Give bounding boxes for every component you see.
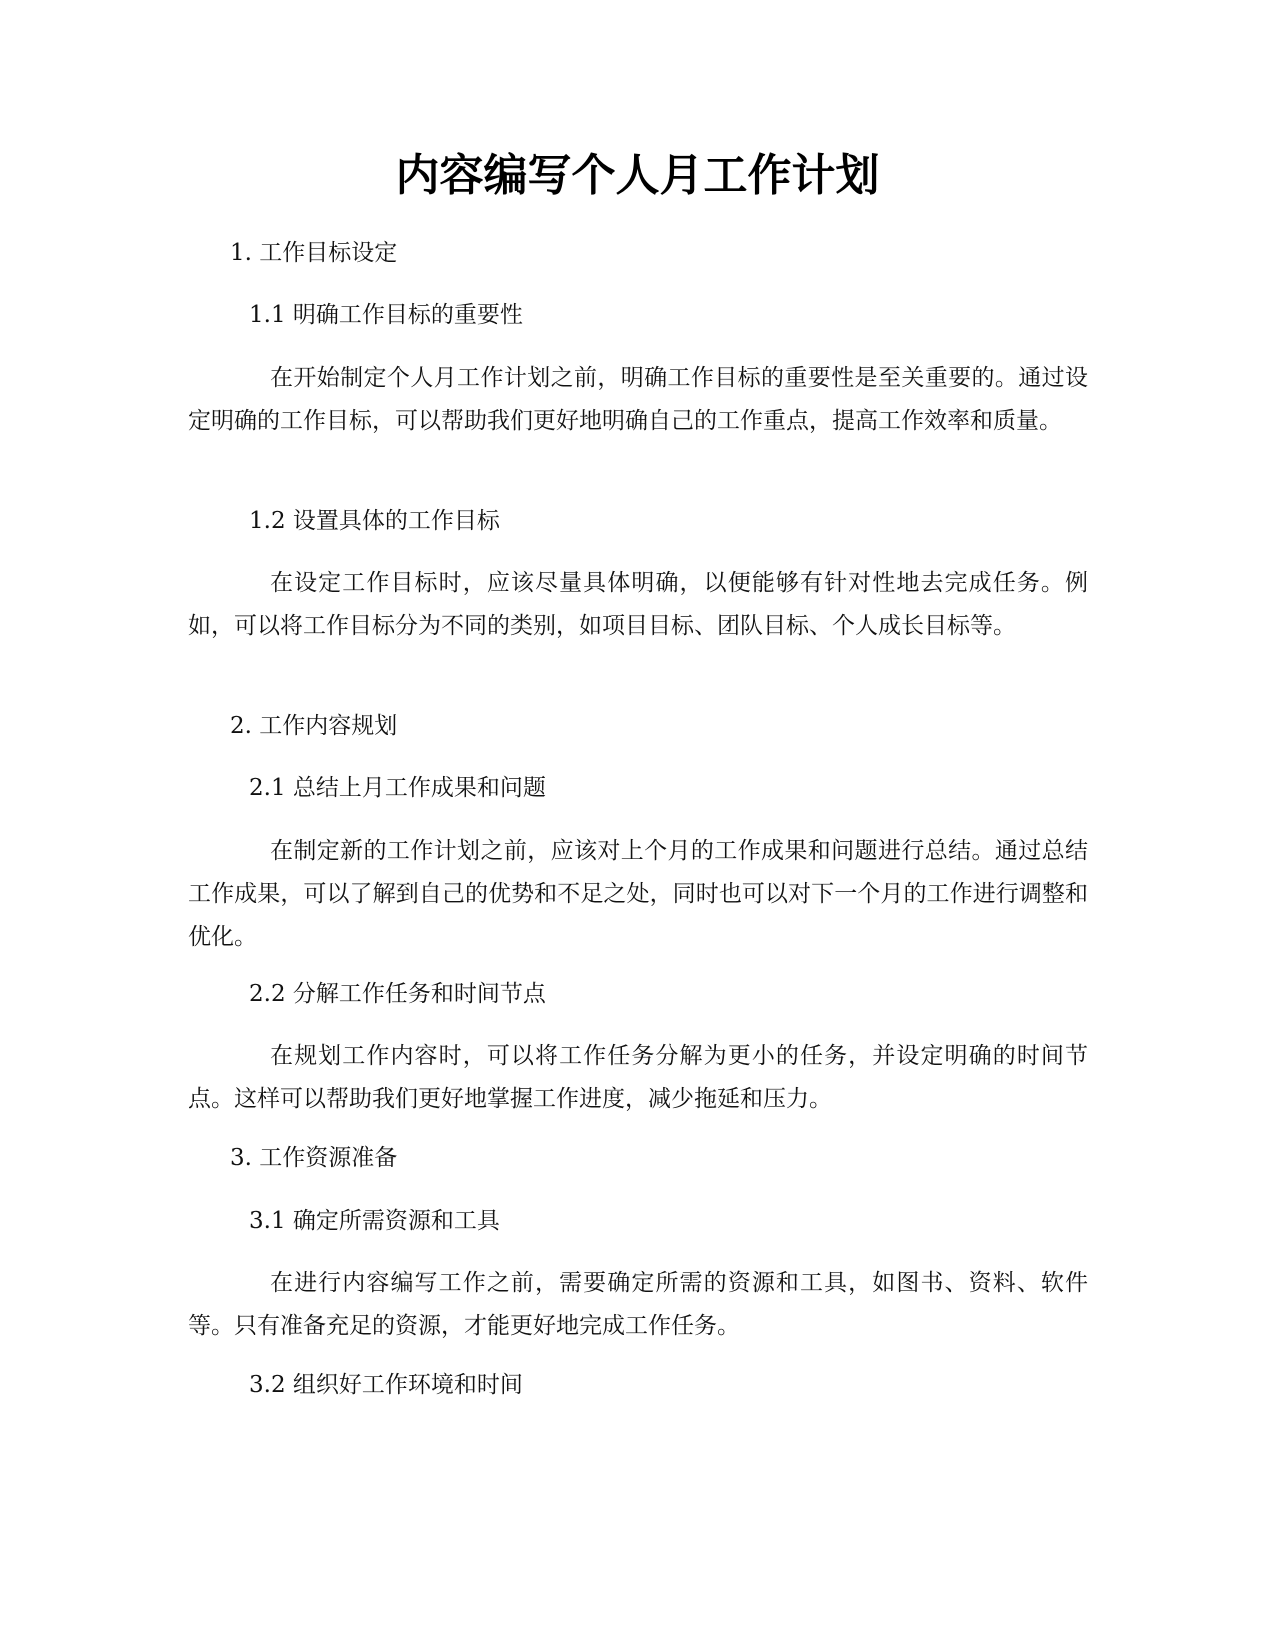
subsection-heading-3-2: 3.2 组织好工作环境和时间 — [249, 1372, 523, 1398]
paragraph-3-1: 在进行内容编写工作之前，需要确定所需的资源和工具，如图书、资料、软件等。只有准备充足的资源，才能更好地完成工作任务。 — [188, 1270, 1088, 1339]
subsection-heading-2-1: 2.1 总结上月工作成果和问题 — [249, 775, 546, 801]
subsection-heading-2-2: 2.2 分解工作任务和时间节点 — [249, 981, 546, 1007]
paragraph-1-1: 在开始制定个人月工作计划之前，明确工作目标的重要性是至关重要的。通过设定明确的工作目标，可以帮助我们更好地明确自己的工作重点，提高工作效率和质量。 — [188, 365, 1088, 434]
subsection-heading-1-1: 1.1 明确工作目标的重要性 — [249, 302, 523, 328]
paragraph-1-2: 在设定工作目标时，应该尽量具体明确，以便能够有针对性地去完成任务。例如，可以将工作目标分为不同的类别，如项目目标、团队目标、个人成长目标等。 — [188, 570, 1088, 639]
section-heading-1: 1. 工作目标设定 — [230, 240, 398, 266]
paragraph-2-1: 在制定新的工作计划之前，应该对上个月的工作成果和问题进行总结。通过总结工作成果，可以了解到自己的优势和不足之处，同时也可以对下一个月的工作进行调整和优化。 — [188, 838, 1088, 950]
paragraph-2-2: 在规划工作内容时，可以将工作任务分解为更小的任务，并设定明确的时间节点。这样可以帮助我们更好地掌握工作进度，减少拖延和压力。 — [188, 1043, 1088, 1112]
subsection-heading-1-2: 1.2 设置具体的工作目标 — [249, 508, 500, 534]
section-heading-2: 2. 工作内容规划 — [230, 713, 398, 739]
section-heading-3: 3. 工作资源准备 — [230, 1145, 398, 1171]
document-title: 内容编写个人月工作计划 — [395, 150, 880, 201]
subsection-heading-3-1: 3.1 确定所需资源和工具 — [249, 1208, 500, 1234]
